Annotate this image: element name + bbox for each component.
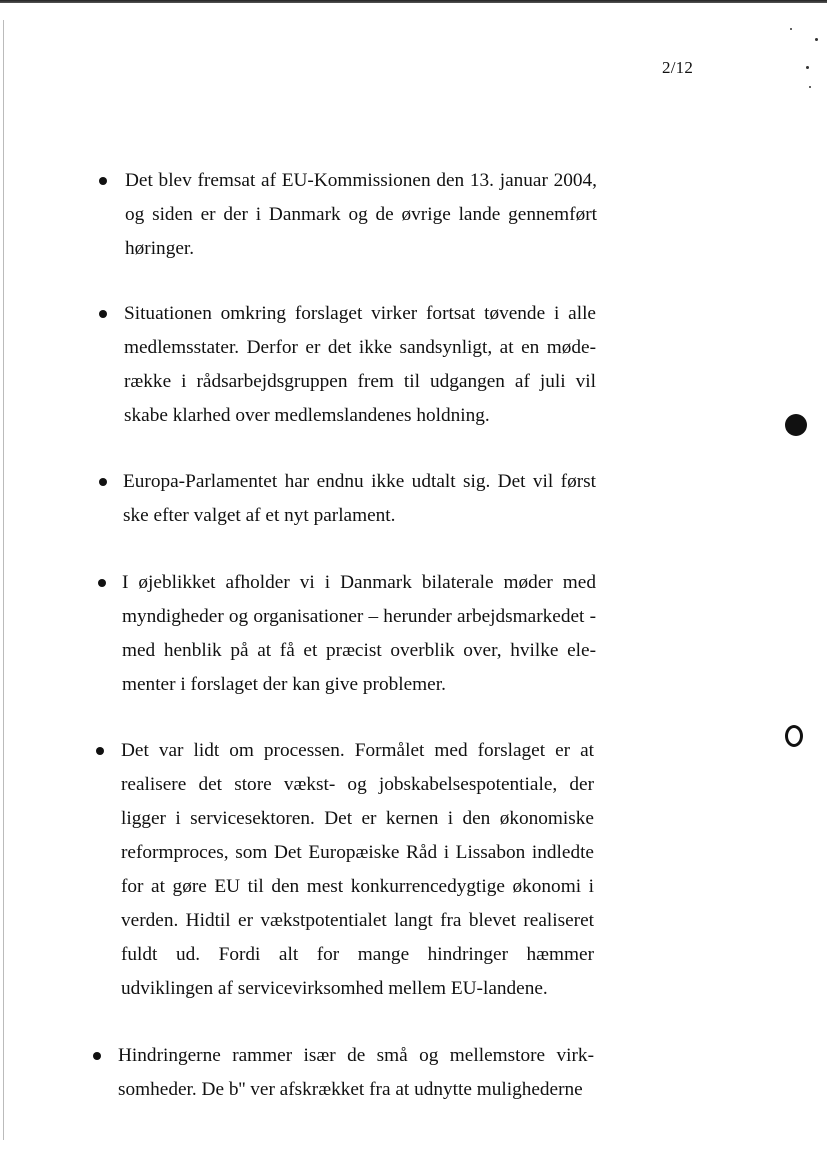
punch-hole-mark [785,414,807,436]
scan-left-edge [3,20,4,1140]
bullet-icon [96,747,104,755]
bullet-icon [99,310,107,318]
bullet-text: Hindringerne rammer især de små og mellemstore virk-somheder. De b'' ver afskrækket fra at udnytte mulighederne [118,1045,594,1100]
bullet-icon [99,177,107,185]
bullet-text: Europa-Parlamentet har endnu ikke udtalt sig. Det vil først ske efter valget af et nyt parlament. [123,471,596,526]
bullet-icon [98,579,106,587]
bullet-text: Det blev fremsat af EU-Kommissionen den 13. januar 2004, og siden er der i Danmark og de øvrige lande gennemført høringer. [125,170,597,259]
scan-speck [809,86,811,88]
punch-hole-ring-mark [785,725,803,747]
bullet-icon [99,478,107,486]
bullet-text: Det var lidt om processen. Formålet med forslaget er at realisere det store vækst- og jobskabelsespotentiale, der ligger i servicesektoren. Det er kernen i den økonomiske reformproces, som Det Europæiske Råd i Lissabon indledte for at gøre EU til den mest konkurrencedygtige økonomi i verden. Hidtil er vækstpotentialet langt fra blevet realiseret fuldt ud. Fordi alt for mange hindringer hæmmer udviklingen af servicevirksomhed mellem EU-landene. [121,740,594,999]
scan-speck [790,28,792,30]
scan-top-border [0,0,827,3]
page-number: 2/12 [662,58,694,77]
bullet-icon [93,1052,101,1060]
scan-speck [806,66,809,69]
bullet-text: Situationen omkring forslaget virker fortsat tøvende i alle medlemsstater. Derfor er det ikke sandsynligt, at en møde-række i rådsarbejdsgruppen frem til udgangen af juli vil skabe klarhed over medlemslandenes holdning. [124,303,596,426]
scan-speck [815,38,818,41]
bullet-text: I øjeblikket afholder vi i Danmark bilaterale møder med myndigheder og organisationer – herunder arbejdsmarkedet - med henblik på at få et præcist overblik over, hvilke ele-menter i forslaget der kan give problemer. [122,572,596,695]
